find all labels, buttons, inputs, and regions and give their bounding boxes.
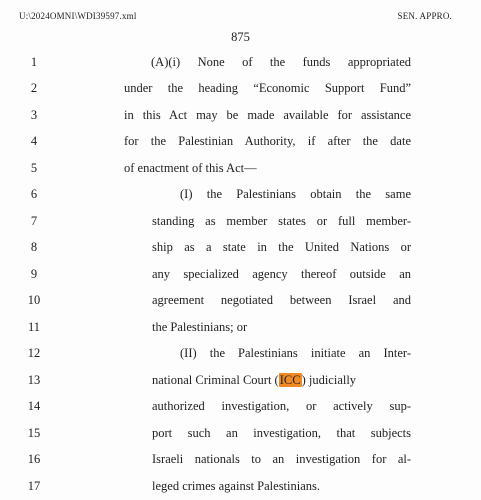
text-line: leged crimes against Palestinians. <box>152 479 321 493</box>
text-line: under the heading “Economic Support Fund” <box>124 81 411 95</box>
line-number: 14 <box>27 399 41 413</box>
text-segment: national Criminal Court ( <box>152 373 279 387</box>
text-segment: ) judicially <box>301 373 357 387</box>
text-line: agreement negotiated between Israel and <box>152 293 411 307</box>
text-line: of enactment of this Act— <box>124 161 257 175</box>
line-number: 16 <box>27 452 41 466</box>
line-number: 6 <box>30 187 38 201</box>
line-number: 12 <box>27 346 41 360</box>
text-line: (II) the Palestinians initiate an Inter- <box>180 346 411 360</box>
line-number: 17 <box>27 479 41 493</box>
text-line: standing as member states or full member- <box>152 214 411 228</box>
text-line: Israeli nationals to an investigation for al- <box>152 452 411 466</box>
highlight-icc: ICC <box>279 373 301 387</box>
file-id-header: U:\2024OMNI\WDI39597.xml <box>19 11 137 21</box>
line-number: 13 <box>27 373 41 387</box>
text-line: the Palestinians; or <box>152 320 248 334</box>
text-line: ship as a state in the United Nations or <box>152 240 411 254</box>
text-line: (I) the Palestinians obtain the same <box>180 187 411 201</box>
text-line: in this Act may be made available for assistance <box>124 108 411 122</box>
line-number: 2 <box>30 81 38 95</box>
line-number: 7 <box>30 214 38 228</box>
text-line: for the Palestinian Authority, if after the date <box>124 134 411 148</box>
line-number: 11 <box>27 320 41 334</box>
text-line: authorized investigation, or actively sup- <box>152 399 411 413</box>
line-number: 10 <box>27 293 41 307</box>
page-number: 875 <box>231 30 250 44</box>
line-number: 15 <box>27 426 41 440</box>
line-number: 3 <box>30 108 38 122</box>
line-number: 8 <box>30 240 38 254</box>
text-line: port such an investigation, that subjects <box>152 426 411 440</box>
line-number: 5 <box>30 161 38 175</box>
status-header: SEN. APPRO. <box>397 11 452 21</box>
line-number: 1 <box>30 55 38 69</box>
text-line: any specialized agency thereof outside an <box>152 267 411 281</box>
line-number: 4 <box>30 134 38 148</box>
text-line: (A)(i) None of the funds appropriated <box>151 55 411 69</box>
text-line-with-highlight <box>152 373 411 388</box>
line-number: 9 <box>30 267 38 281</box>
